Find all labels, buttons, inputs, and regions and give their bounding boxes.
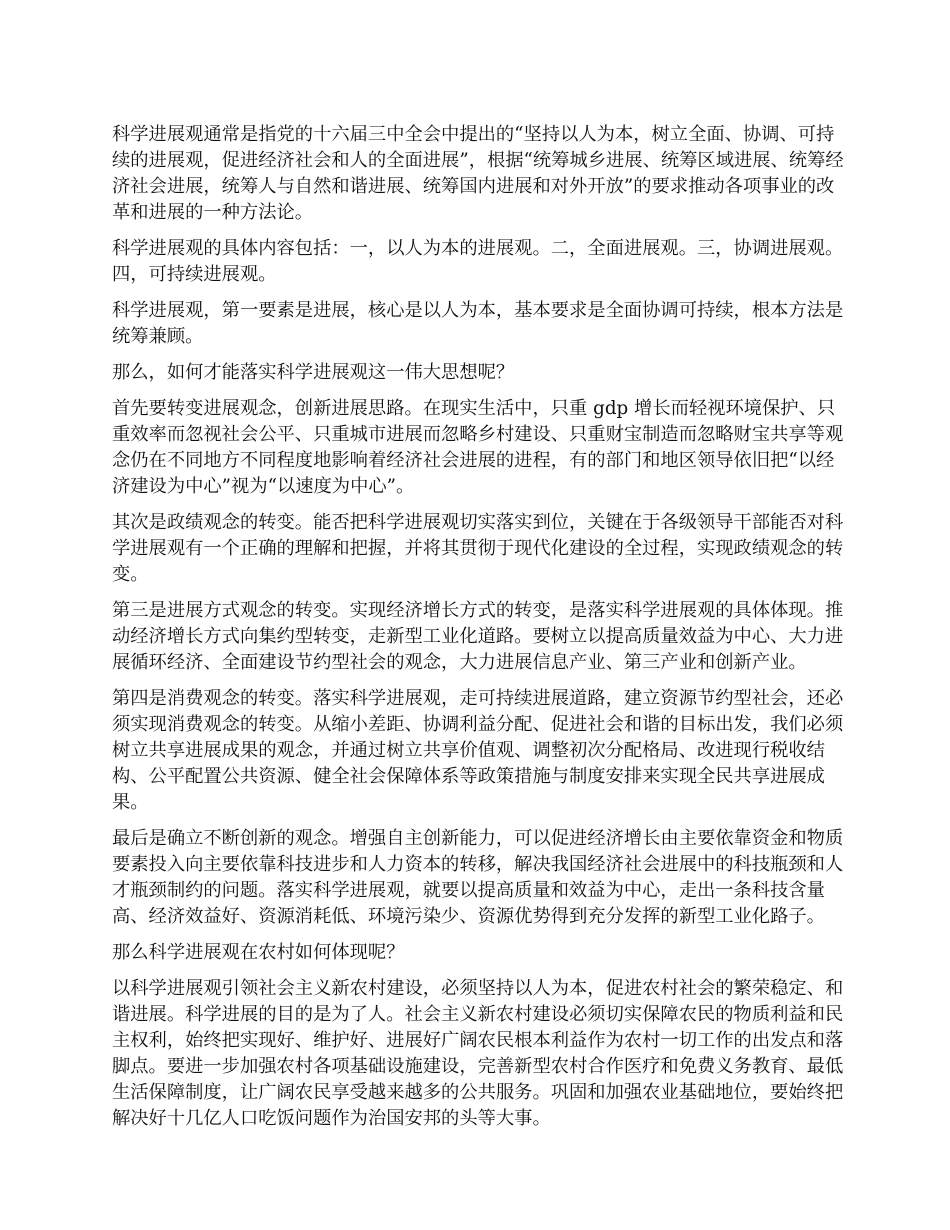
paragraph-second: 其次是政绩观念的转变。能否把科学进展观切实落实到位，关键在于各级领导干部能否对科学进展观有一个正确的理解和把握，并将其贯彻于现代化建设的全过程，实现政绩观念的转变。 [112, 512, 844, 585]
paragraph-definition: 科学进展观通常是指党的十六届三中全会中提出的“坚持以人为本，树立全面、协调、可持续的进展观，促进经济社会和人的全面进展”，根据“统筹城乡进展、统筹区域进展、统筹经济社会进展，统筹人与自然和谐进展、统筹国内进展和对外开放”的要求推动各项事业的改革和进展的一种方法论。 [112, 124, 844, 223]
paragraph-question-2: 那么科学进展观在农村如何体现呢？ [112, 942, 405, 963]
document-body [112, 122, 844, 1142]
paragraph-rural: 以科学进展观引领社会主义新农村建设，必须坚持以人为本，促进农村社会的繁荣稳定、和谐进展。科学进展的目的是为了人。社会主义新农村建设必须切实保障农民的物质利益和民主权利，始终把实现好、维护好、进展好广阔农民根本利益作为农村一切工作的出发点和落脚点。要进一步加强农村各项基础设施建设，完善新型农村合作医疗和免费义务教育、最低生活保障制度，让广阔农民享受越来越多的公共服务。巩固和加强农业基础地位，要始终把解决好十几亿人口吃饭问题作为治国安邦的头等大事。 [112, 978, 844, 1129]
paragraph-content: 科学进展观的具体内容包括：一，以人为本的进展观。二，全面进展观。三，协调进展观。四，可持续进展观。 [112, 238, 844, 285]
paragraph-last: 最后是确立不断创新的观念。增强自主创新能力，可以促进经济增长由主要依靠资金和物质要素投入向主要依靠科技进步和人力资本的转移，解决我国经济社会进展中的科技瓶颈和人才瓶颈制约的问题。落实科学进展观，就要以提高质量和效益为中心，走出一条科技含量高、经济效益好、资源消耗低、环境污染少、资源优势得到充分发挥的新型工业化路子。 [112, 828, 844, 927]
paragraph-first: 首先要转变进展观念，创新进展思路。在现实生活中，只重 gdp 增长而轻视环境保护、只重效率而忽视社会公平、只重城市进展而忽略乡村建设、只重财宝制造而忽略财宝共享等观念仍在不同地方不同程度地影响着经济社会进展的进程，有的部门和地区领导依旧把“以经济建设为中心”视为“以速度为中心”。 [112, 398, 844, 497]
paragraph-fourth: 第四是消费观念的转变。落实科学进展观，走可持续进展道路，建立资源节约型社会，还必须实现消费观念的转变。从缩小差距、协调利益分配、促进社会和谐的目标出发，我们必须树立共享进展成果的观念，并通过树立共享价值观、调整初次分配格局、改进现行税收结构、公平配置公共资源、健全社会保障体系等政策措施与制度安排来实现全民共享进展成果。 [112, 688, 844, 813]
paragraph-third: 第三是进展方式观念的转变。实现经济增长方式的转变，是落实科学进展观的具体体现。推动经济增长方式向集约型转变，走新型工业化道路。要树立以提高质量效益为中心、大力进展循环经济、全面建设节约型社会的观念，大力进展信息产业、第三产业和创新产业。 [112, 600, 844, 673]
paragraph-core: 科学进展观，第一要素是进展，核心是以人为本，基本要求是全面协调可持续，根本方法是统筹兼顾。 [112, 300, 844, 347]
paragraph-question-1: 那么，如何才能落实科学进展观这一伟大思想呢？ [112, 362, 515, 383]
